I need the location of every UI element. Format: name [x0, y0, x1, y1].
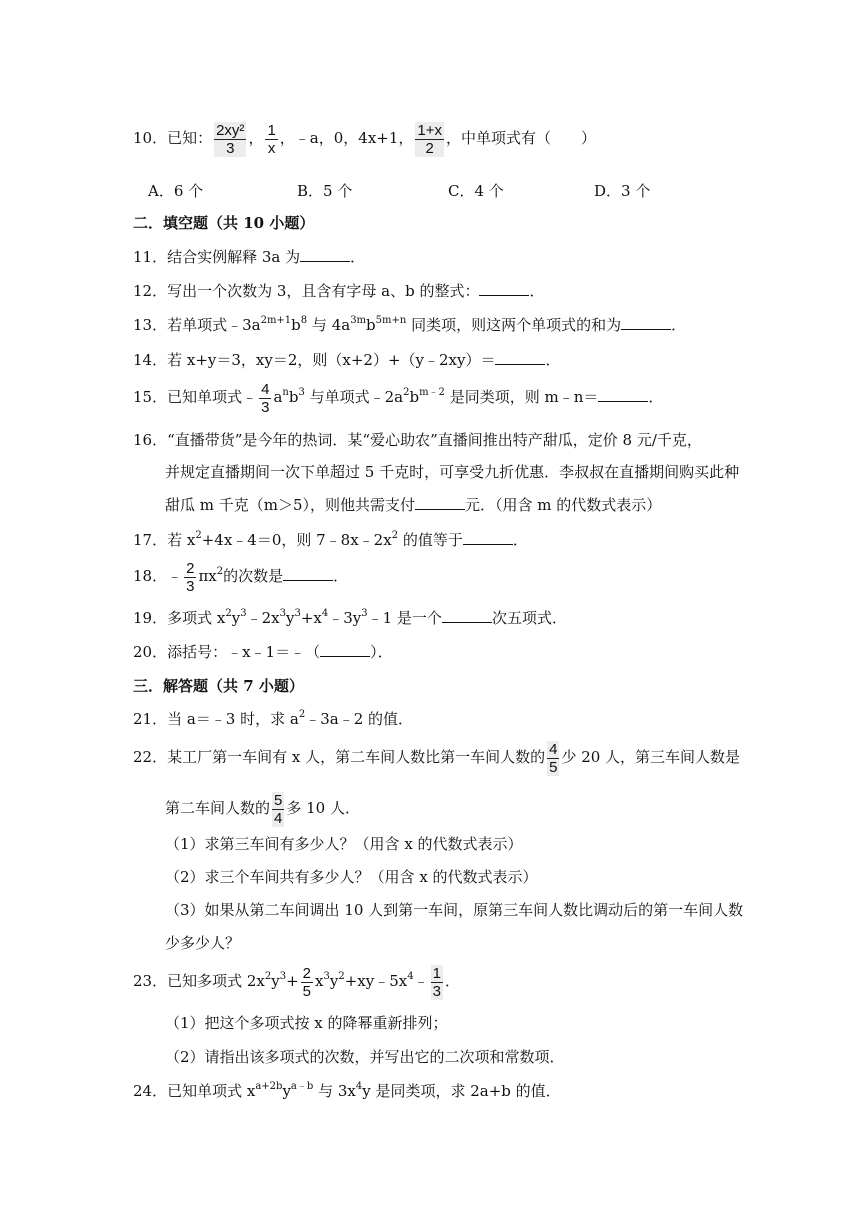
question-18: 18．﹣ $\frac{2}{3}$ $\pi x^2$的次数是 ． — [133, 559, 349, 595]
q10-option-d: D．3 个 — [594, 182, 651, 200]
question-22-part-3: （3）如果从第二车间调出 10 人到第一车间，原第三车间人数比调动后的第一车间人数 — [165, 901, 744, 919]
fraction-1-over-x: $\frac{1}{x}$ — [267, 121, 276, 157]
answer-blank — [621, 315, 671, 330]
section-heading-solve: 三．解答题（共 7 小题） — [133, 677, 304, 695]
fraction-2-over-3: $\frac{2}{3}$ — [186, 559, 195, 595]
answer-blank — [320, 642, 370, 657]
fraction-2-over-5: $\frac{2}{5}$ — [302, 964, 312, 1000]
answer-blank — [415, 495, 465, 510]
question-10: 10．已知： $\frac{\text{2xy²}}{3}$ ， $\frac{1}{x}$ ，﹣a，0，4x+1， $\frac{1+x}{2}$ ，中单项式有（ ） — [133, 121, 597, 157]
question-16-line-2: 并规定直播期间一次下单超过 5 千克时，可享受九折优惠．李叔叔在直播期间购买此种 — [165, 463, 740, 481]
q10-tail: ，中单项式有（ ） — [446, 129, 597, 147]
answer-blank — [300, 247, 350, 262]
question-22-part-3-cont: 少多少人？ — [165, 934, 241, 952]
q10-option-c: C．4 个 — [448, 182, 504, 200]
question-23-part-1: （1）把这个多项式按 x 的降幂重新排列； — [165, 1014, 448, 1032]
answer-blank — [598, 387, 648, 402]
question-24: 24．已知单项式 $x^{a+2b}y^{a﹣b}$ 与 $3x^4y$ 是同类项，求 2a+b 的值． — [133, 1081, 561, 1100]
fraction-5-over-4: $\frac{5}{4}$ — [274, 791, 283, 827]
fraction-1plusx-over-2: $\frac{1+x}{2}$ — [417, 121, 443, 157]
fraction-2xy2-over-3: $\frac{\text{2xy²}}{3}$ — [216, 121, 245, 157]
question-22-part-2: （2）求三个车间共有多少人？（用含 x 的代数式表示） — [165, 868, 538, 886]
question-23: 23．已知多项式 $2x^2y^3+$ $\frac{2}{5}$ $x^3y^2+xy﹣5x^4﹣$ $\frac{1}{3}$ ． — [133, 964, 460, 1000]
answer-blank — [463, 530, 513, 545]
answer-blank — [479, 281, 529, 296]
fraction-1-over-3: $\frac{1}{3}$ — [432, 964, 441, 1000]
q10-option-b: B．5 个 — [297, 182, 353, 200]
question-22-part-1: （1）求第三车间有多少人？（用含 x 的代数式表示） — [165, 835, 523, 853]
question-16-line-1: 16．“直播带货”是今年的热词．某“爱心助农”直播间推出特产甜瓜，定价 8 元/千克， — [133, 431, 702, 449]
answer-blank — [442, 608, 492, 623]
question-22-line-2: 第二车间人数的 $\frac{5}{4}$ 多 10 人． — [165, 791, 360, 827]
question-13: 13．若单项式$﹣3a^{2m+1}b^8$ 与 $4a^{3m}b^{5m+n}$ 同类项，则这两个单项式的和为 ． — [133, 315, 687, 334]
question-22-line-1: 22．某工厂第一车间有 x 人，第二车间人数比第一车间人数的 $\frac{4}{5}$ 少 20 人，第三车间人数是 — [133, 740, 741, 776]
question-19: 19．多项式 $x^2y^3﹣2x^3y^3+x^4﹣3y^3﹣1$ 是一个 次五项式． — [133, 608, 567, 627]
fraction-4-over-5: $\frac{4}{5}$ — [549, 740, 558, 776]
question-14: 14．若 x+y＝3，xy＝2，则（x+2）+（y﹣2xy）＝ ． — [133, 351, 561, 369]
question-21: 21．当 a＝﹣3 时，求 $a^2﹣3a﹣2$ 的值． — [133, 709, 414, 728]
q10-stem: 10．已知： — [133, 129, 213, 147]
question-23-part-2: （2）请指出该多项式的次数，并写出它的二次项和常数项． — [165, 1048, 565, 1066]
section-heading-fill-blank: 二．填空题（共 10 小题） — [133, 214, 315, 232]
question-20: 20．添括号：﹣x﹣1＝﹣（ ）． — [133, 643, 393, 661]
q10-middle: ，﹣a，0，4x+1， — [279, 129, 414, 147]
question-15: 15．已知单项式﹣ $\frac{4}{3}$ $a^nb^3$ 与单项式$﹣2a^2b^{m﹣2}$ 是同类项，则 m﹣n＝ ． — [133, 380, 664, 416]
question-12: 12．写出一个次数为 3，且含有字母 a、b 的整式： ． — [133, 282, 545, 300]
q10-option-a: A．6 个 — [148, 182, 204, 200]
fraction-4-over-3: $\frac{4}{3}$ — [261, 380, 270, 416]
question-16-line-3: 甜瓜 m 千克（m＞5），则他共需支付 元．（用含 m 的代数式表示） — [165, 496, 662, 514]
question-11: 11．结合实例解释 3a 为 ． — [133, 248, 366, 266]
question-17: 17．若 $x^2+4x﹣4=0$，则 $7﹣8x﹣2x^2$ 的值等于 ． — [133, 530, 528, 549]
answer-blank — [283, 566, 333, 581]
answer-blank — [495, 350, 545, 365]
